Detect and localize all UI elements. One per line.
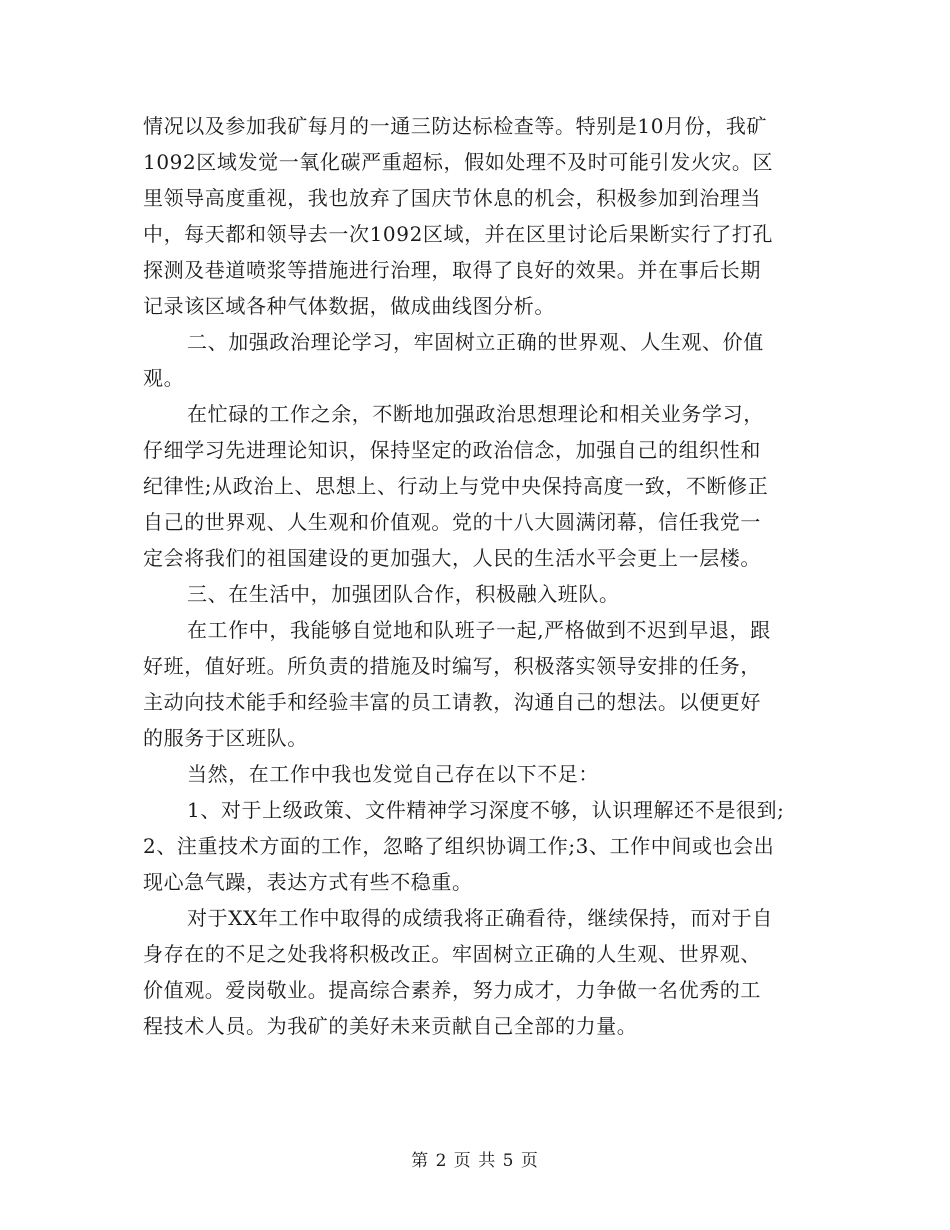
- text-line: 情况以及参加我矿每月的一通三防达标检查等。特别是10月份，我矿: [143, 114, 768, 138]
- text-line: 里领导高度重视，我也放弃了国庆节休息的机会，积极参加到治理当: [143, 186, 761, 210]
- page-number-footer: 第 2 页 共 5 页: [411, 1151, 539, 1171]
- text-line: 现心急气躁，表达方式有些不稳重。: [143, 870, 473, 894]
- text-line: 身存在的不足之处我将积极改正。牢固树立正确的人生观、世界观、: [143, 942, 761, 966]
- text-line: 探测及巷道喷浆等措施进行治理，取得了良好的效果。并在事后长期: [143, 258, 761, 282]
- text-line: 纪律性;从政治上、思想上、行动上与党中央保持高度一致，不断修正: [143, 474, 769, 498]
- text-line: 仔细学习先进理论知识，保持坚定的政治信念，加强自己的组织性和: [143, 438, 761, 462]
- text-line: 记录该区域各种气体数据，做成曲线图分析。: [143, 294, 555, 318]
- text-line: 二、加强政治理论学习，牢固树立正确的世界观、人生观、价值: [187, 330, 764, 354]
- text-line: 在工作中，我能够自觉地和队班子一起,严格做到不迟到早退，跟: [187, 618, 771, 642]
- text-line: 在忙碌的工作之余，不断地加强政治思想理论和相关业务学习，: [187, 402, 764, 426]
- text-line: 价值观。爱岗敬业。提高综合素养，努力成才，力争做一名优秀的工: [143, 978, 761, 1002]
- text-line: 好班，值好班。所负责的措施及时编写，积极落实领导安排的任务，: [143, 654, 761, 678]
- text-line: 的服务于区班队。: [143, 726, 308, 750]
- text-line: 观。: [143, 366, 185, 390]
- text-line: 定会将我们的祖国建设的更加强大，人民的生活水平会更上一层楼。: [143, 546, 761, 570]
- text-line: 程技术人员。为我矿的美好未来贡献自己全部的力量。: [143, 1014, 638, 1038]
- text-line: 中，每天都和领导去一次1092区域，并在区里讨论后果断实行了打孔: [143, 222, 774, 246]
- text-line: 2、注重技术方面的工作，忽略了组织协调工作;3、工作中间或也会出: [143, 834, 775, 858]
- text-line: 主动向技术能手和经验丰富的员工请教，沟通自己的想法。以便更好: [143, 690, 761, 714]
- document-body: [143, 108, 818, 1044]
- text-line: 三、在生活中，加强团队合作，积极融入班队。: [187, 582, 620, 606]
- text-line: 对于XX年工作中取得的成绩我将正确看待，继续保持，而对于自: [187, 906, 773, 930]
- text-line: 当然，在工作中我也发觉自己存在以下不足：: [187, 762, 599, 786]
- text-line: 1092区域发觉一氧化碳严重超标，假如处理不及时可能引发火灾。区: [143, 150, 774, 174]
- text-line: 自己的世界观、人生观和价值观。党的十八大圆满闭幕，信任我党一: [143, 510, 761, 534]
- text-line: 1、对于上级政策、文件精神学习深度不够，认识理解还不是很到;: [187, 798, 785, 822]
